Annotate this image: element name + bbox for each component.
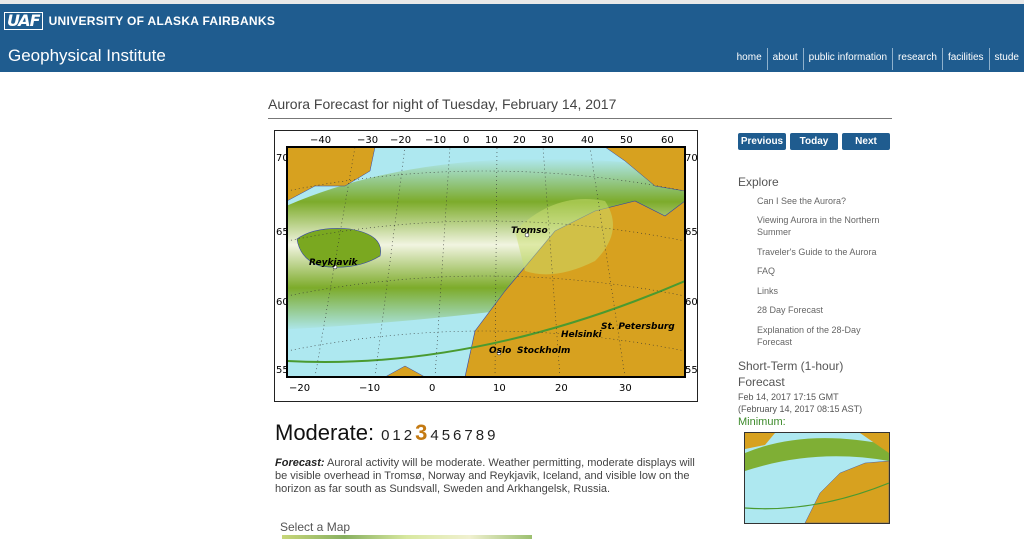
today-button[interactable]: Today bbox=[790, 133, 838, 150]
activity-level-0[interactable]: 0 bbox=[381, 427, 390, 444]
left-tick-label: 65 bbox=[276, 227, 289, 238]
right-tick-label: 70 bbox=[685, 153, 697, 164]
nav-home[interactable]: home bbox=[736, 52, 762, 63]
link-travelers-guide[interactable]: Traveler's Guide to the Aurora bbox=[757, 247, 877, 257]
city-label-st-petersburg: St. Petersburg bbox=[601, 322, 675, 332]
explore-heading: Explore bbox=[738, 175, 779, 189]
minimum-label: Minimum: bbox=[738, 416, 786, 428]
title-divider bbox=[268, 118, 892, 119]
bottom-tick-label: 20 bbox=[555, 383, 568, 394]
university-name: UNIVERSITY OF ALASKA FAIRBANKS bbox=[48, 14, 276, 28]
nav-students[interactable]: stude bbox=[989, 48, 1024, 70]
page-title: Aurora Forecast for night of Tuesday, February 14, 2017 bbox=[268, 96, 617, 112]
bottom-tick-label: 30 bbox=[619, 383, 632, 394]
previous-button[interactable]: Previous bbox=[738, 133, 786, 150]
activity-level-6[interactable]: 6 bbox=[453, 427, 462, 444]
nav-research[interactable]: research bbox=[892, 48, 942, 70]
select-map-label: Select a Map bbox=[280, 520, 351, 534]
top-tick-label: 50 bbox=[620, 135, 633, 146]
main-nav bbox=[732, 48, 1024, 70]
nav-about[interactable]: about bbox=[767, 48, 803, 70]
short-term-heading-line1: Short-Term (1-hour) bbox=[738, 359, 844, 373]
next-button[interactable]: Next bbox=[842, 133, 890, 150]
link-links[interactable]: Links bbox=[757, 286, 779, 296]
city-label-tromso: Tromso bbox=[511, 226, 548, 236]
left-tick-label: 60 bbox=[276, 297, 289, 308]
bottom-tick-label: −10 bbox=[359, 383, 381, 394]
bottom-tick-label: −20 bbox=[289, 383, 311, 394]
forecast-label: Forecast: bbox=[275, 457, 325, 469]
activity-level-8[interactable]: 8 bbox=[475, 427, 485, 444]
top-tick-label: 0 bbox=[463, 135, 470, 146]
link-can-i-see-aurora[interactable]: Can I See the Aurora? bbox=[757, 196, 847, 206]
city-label-stockholm: Stockholm bbox=[517, 346, 571, 356]
site-title[interactable]: Geophysical Institute bbox=[8, 46, 166, 65]
site-header bbox=[0, 0, 1024, 72]
activity-level-7[interactable]: 7 bbox=[464, 427, 473, 444]
aurora-map-svg bbox=[275, 131, 697, 401]
link-28-day-forecast[interactable]: 28 Day Forecast bbox=[757, 305, 824, 315]
city-label-helsinki: Helsinki bbox=[561, 330, 602, 340]
nav-public-information[interactable]: public information bbox=[803, 48, 892, 70]
top-tick-label: 30 bbox=[541, 135, 554, 146]
bottom-tick-label: 10 bbox=[493, 383, 506, 394]
bottom-tick-label: 0 bbox=[429, 383, 436, 394]
top-tick-label: −20 bbox=[390, 135, 412, 146]
right-tick-label: 65 bbox=[685, 227, 697, 238]
link-faq[interactable]: FAQ bbox=[757, 266, 776, 276]
aurora-forecast-map bbox=[274, 130, 698, 402]
top-tick-label: 10 bbox=[485, 135, 498, 146]
mini-map-svg bbox=[745, 433, 889, 523]
city-label-reykjavik: Reykjavik bbox=[309, 258, 358, 268]
forecast-body: Auroral activity will be moderate. Weather permitting, moderate displays will be visible overhead in Tromsø, Norway and Reykjavik, Iceland, and visible low on the horizon as far south as Sundsvall, Sweden and Arkhangelsk, Russia. bbox=[275, 457, 695, 495]
map-thumbnails[interactable] bbox=[282, 535, 532, 539]
activity-level-3[interactable]: 3 bbox=[415, 420, 428, 445]
activity-level-5[interactable]: 5 bbox=[441, 427, 451, 444]
right-tick-label: 60 bbox=[685, 297, 697, 308]
uaf-logo-mark: UAF bbox=[4, 12, 43, 30]
short-term-forecast-map[interactable] bbox=[744, 432, 890, 524]
forecast-time-ast: (February 14, 2017 08:15 AST) bbox=[738, 404, 863, 414]
short-term-heading-line2: Forecast bbox=[738, 375, 785, 389]
link-explanation-28-day[interactable]: Explanation of the 28-Day Forecast bbox=[757, 325, 861, 347]
activity-level-9[interactable]: 9 bbox=[487, 427, 496, 444]
city-label-oslo: Oslo bbox=[489, 346, 512, 356]
left-tick-label: 70 bbox=[276, 153, 289, 164]
top-tick-label: 60 bbox=[661, 135, 674, 146]
activity-scale bbox=[275, 420, 495, 446]
top-tick-label: 20 bbox=[513, 135, 526, 146]
activity-level-1[interactable]: 1 bbox=[392, 427, 401, 444]
nav-facilities[interactable]: facilities bbox=[942, 48, 989, 70]
left-tick-label: 55 bbox=[276, 365, 289, 376]
top-tick-label: 40 bbox=[581, 135, 594, 146]
activity-label: Moderate: bbox=[275, 420, 375, 445]
uaf-logo[interactable] bbox=[4, 11, 275, 31]
top-tick-label: −40 bbox=[310, 135, 332, 146]
activity-level-2[interactable]: 2 bbox=[403, 427, 413, 444]
top-tick-label: −30 bbox=[357, 135, 379, 146]
forecast-text bbox=[275, 457, 705, 496]
top-tick-label: −10 bbox=[425, 135, 447, 146]
forecast-time-gmt: Feb 14, 2017 17:15 GMT bbox=[738, 392, 839, 402]
link-viewing-aurora-summer[interactable]: Viewing Aurora in the Northern Summer bbox=[757, 215, 880, 237]
activity-level-4[interactable]: 4 bbox=[430, 427, 439, 444]
right-tick-label: 55 bbox=[685, 365, 697, 376]
